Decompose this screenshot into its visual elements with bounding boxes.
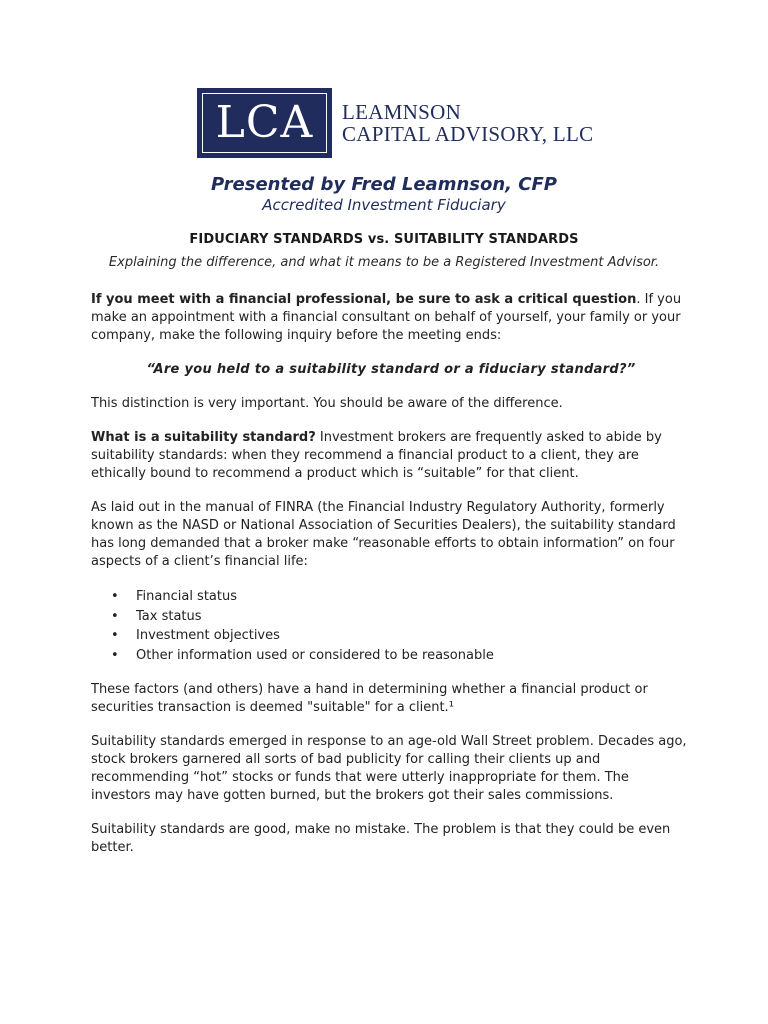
- client-aspects-list: [91, 587, 691, 665]
- list-item: • Financial status: [91, 587, 691, 607]
- paragraph-lead-bold: If you meet with a financial professional, be sure to ask a critical question: [91, 292, 637, 307]
- paragraph-lead-bold: What is a suitability standard?: [91, 430, 316, 445]
- list-item: • Other information used or considered to be reasonable: [91, 646, 691, 666]
- presenter-block: [0, 174, 768, 214]
- presenter-role: Accredited Investment Fiduciary: [262, 196, 506, 214]
- paragraph-conclusion: Suitability standards are good, make no mistake. The problem is that they could be even better.: [91, 822, 671, 855]
- paragraph-finra: As laid out in the manual of FINRA (the Financial Industry Regulatory Authority, formerly known as the NASD or National Association of Securities Dealers), the suitability standard has long demanded that a broker make “reasonable efforts to obtain information” on four aspects of a client’s financial life:: [91, 500, 676, 569]
- list-item: • Tax status: [91, 607, 691, 627]
- paragraph-text: . If you make an appointment with a financial consultant on behalf of yourself, your family or your company, make the following inquiry before the meeting ends:: [91, 292, 682, 343]
- paragraph-text: Investment brokers are frequently asked to abide by suitability standards: when they recommend a financial product to a client, they are ethically bound to recommend a product which is “suitable” for that client.: [91, 430, 662, 481]
- logo-mark: [197, 88, 332, 158]
- paragraph-distinction: This distinction is very important. You should be aware of the difference.: [91, 396, 563, 411]
- paragraph-suitability-standard: [91, 429, 691, 483]
- document-body: [91, 291, 691, 873]
- paragraph-factors: These factors (and others) have a hand in determining whether a financial product or securities transaction is deemed "suitable" for a client.¹: [91, 682, 648, 715]
- key-question-quote: “Are you held to a suitability standard or a fiduciary standard?”: [146, 362, 636, 377]
- list-item: • Investment objectives: [91, 626, 691, 646]
- presenter-name: Presented by Fred Leamnson, CFP: [211, 174, 557, 195]
- company-name-line2: CAPITAL ADVISORY, LLC: [342, 122, 594, 146]
- paragraph-critical-question: [91, 291, 691, 345]
- logo-letters: LCA: [215, 97, 314, 148]
- logo-company-name: [342, 101, 593, 145]
- company-name-line1: LEAMNSON: [342, 100, 462, 124]
- paragraph-history: Suitability standards emerged in response to an age-old Wall Street problem. Decades ago, stock brokers garnered all sorts of bad publicity for calling their clients up and recommending “hot” stocks or funds that were utterly inappropriate for them. The investors may have gotten burned, but the brokers got their sales commissions.: [91, 734, 687, 803]
- document-subtitle: Explaining the difference, and what it means to be a Registered Investment Advisor.: [108, 255, 660, 270]
- document-title: FIDUCIARY STANDARDS vs. SUITABILITY STANDARDS: [189, 232, 579, 247]
- company-logo: [197, 88, 593, 158]
